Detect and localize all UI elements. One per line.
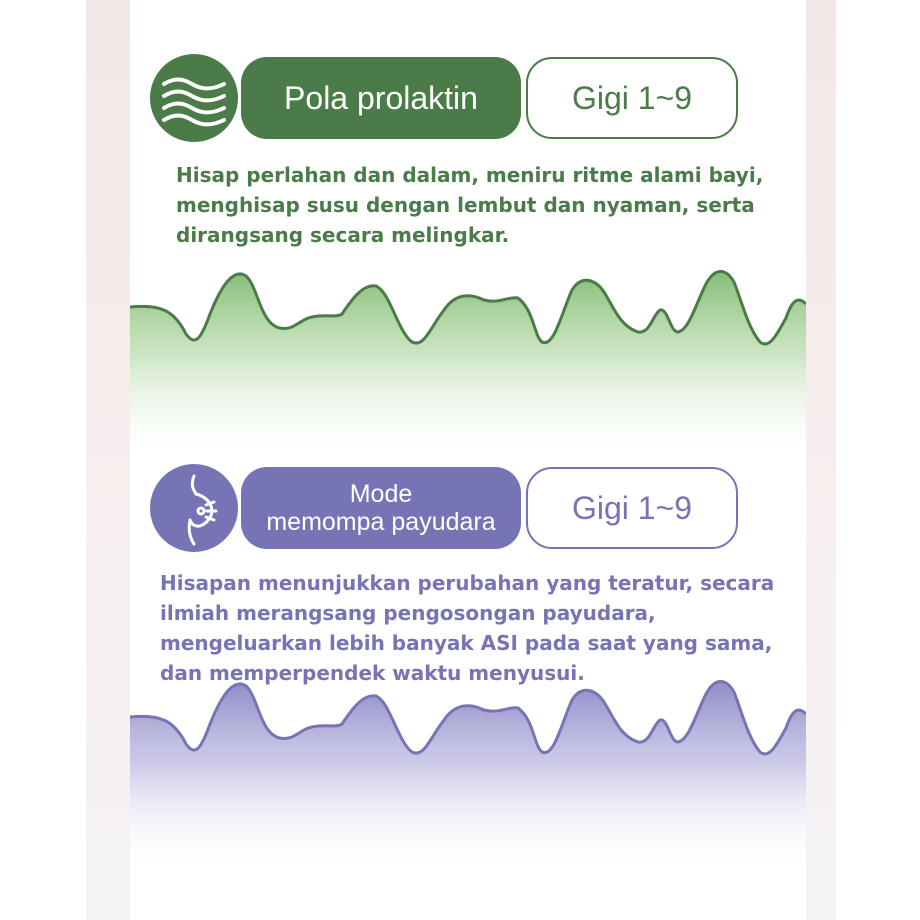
mode-title-line: memompa payudara (266, 508, 496, 536)
description-line: menghisap susu dengan lembut dan nyaman, serta (176, 193, 755, 217)
waves-icon (150, 54, 238, 142)
description-line: Hisapan menunjukkan perubahan yang teratur, secara (160, 571, 775, 595)
breast-icon (150, 464, 238, 552)
level-label: Gigi 1~9 (571, 79, 693, 116)
level-label: Gigi 1~9 (571, 489, 693, 526)
mode-title-pill (241, 57, 521, 139)
level-pill (526, 57, 738, 139)
suction-wave-graph (130, 262, 806, 462)
mode-description (160, 568, 774, 688)
suction-wave-graph (130, 672, 806, 872)
mode-title-pill (241, 467, 521, 549)
mode-title-line: Mode (349, 480, 413, 508)
level-pill (526, 467, 738, 549)
mode-title: Pola prolaktin (284, 79, 478, 116)
description-line: Hisap perlahan dan dalam, meniru ritme alami bayi, (176, 163, 764, 187)
description-line: ilmiah merangsang pengosongan payudara, (160, 601, 656, 625)
background-left-edge (86, 0, 130, 920)
background-right-edge (806, 0, 836, 920)
description-line: mengeluarkan lebih banyak ASI pada saat yang sama, (160, 631, 773, 655)
mode-description (176, 160, 763, 250)
description-line: dan memperpendek waktu menyusui. (160, 661, 585, 685)
description-line: dirangsang secara melingkar. (176, 223, 510, 247)
